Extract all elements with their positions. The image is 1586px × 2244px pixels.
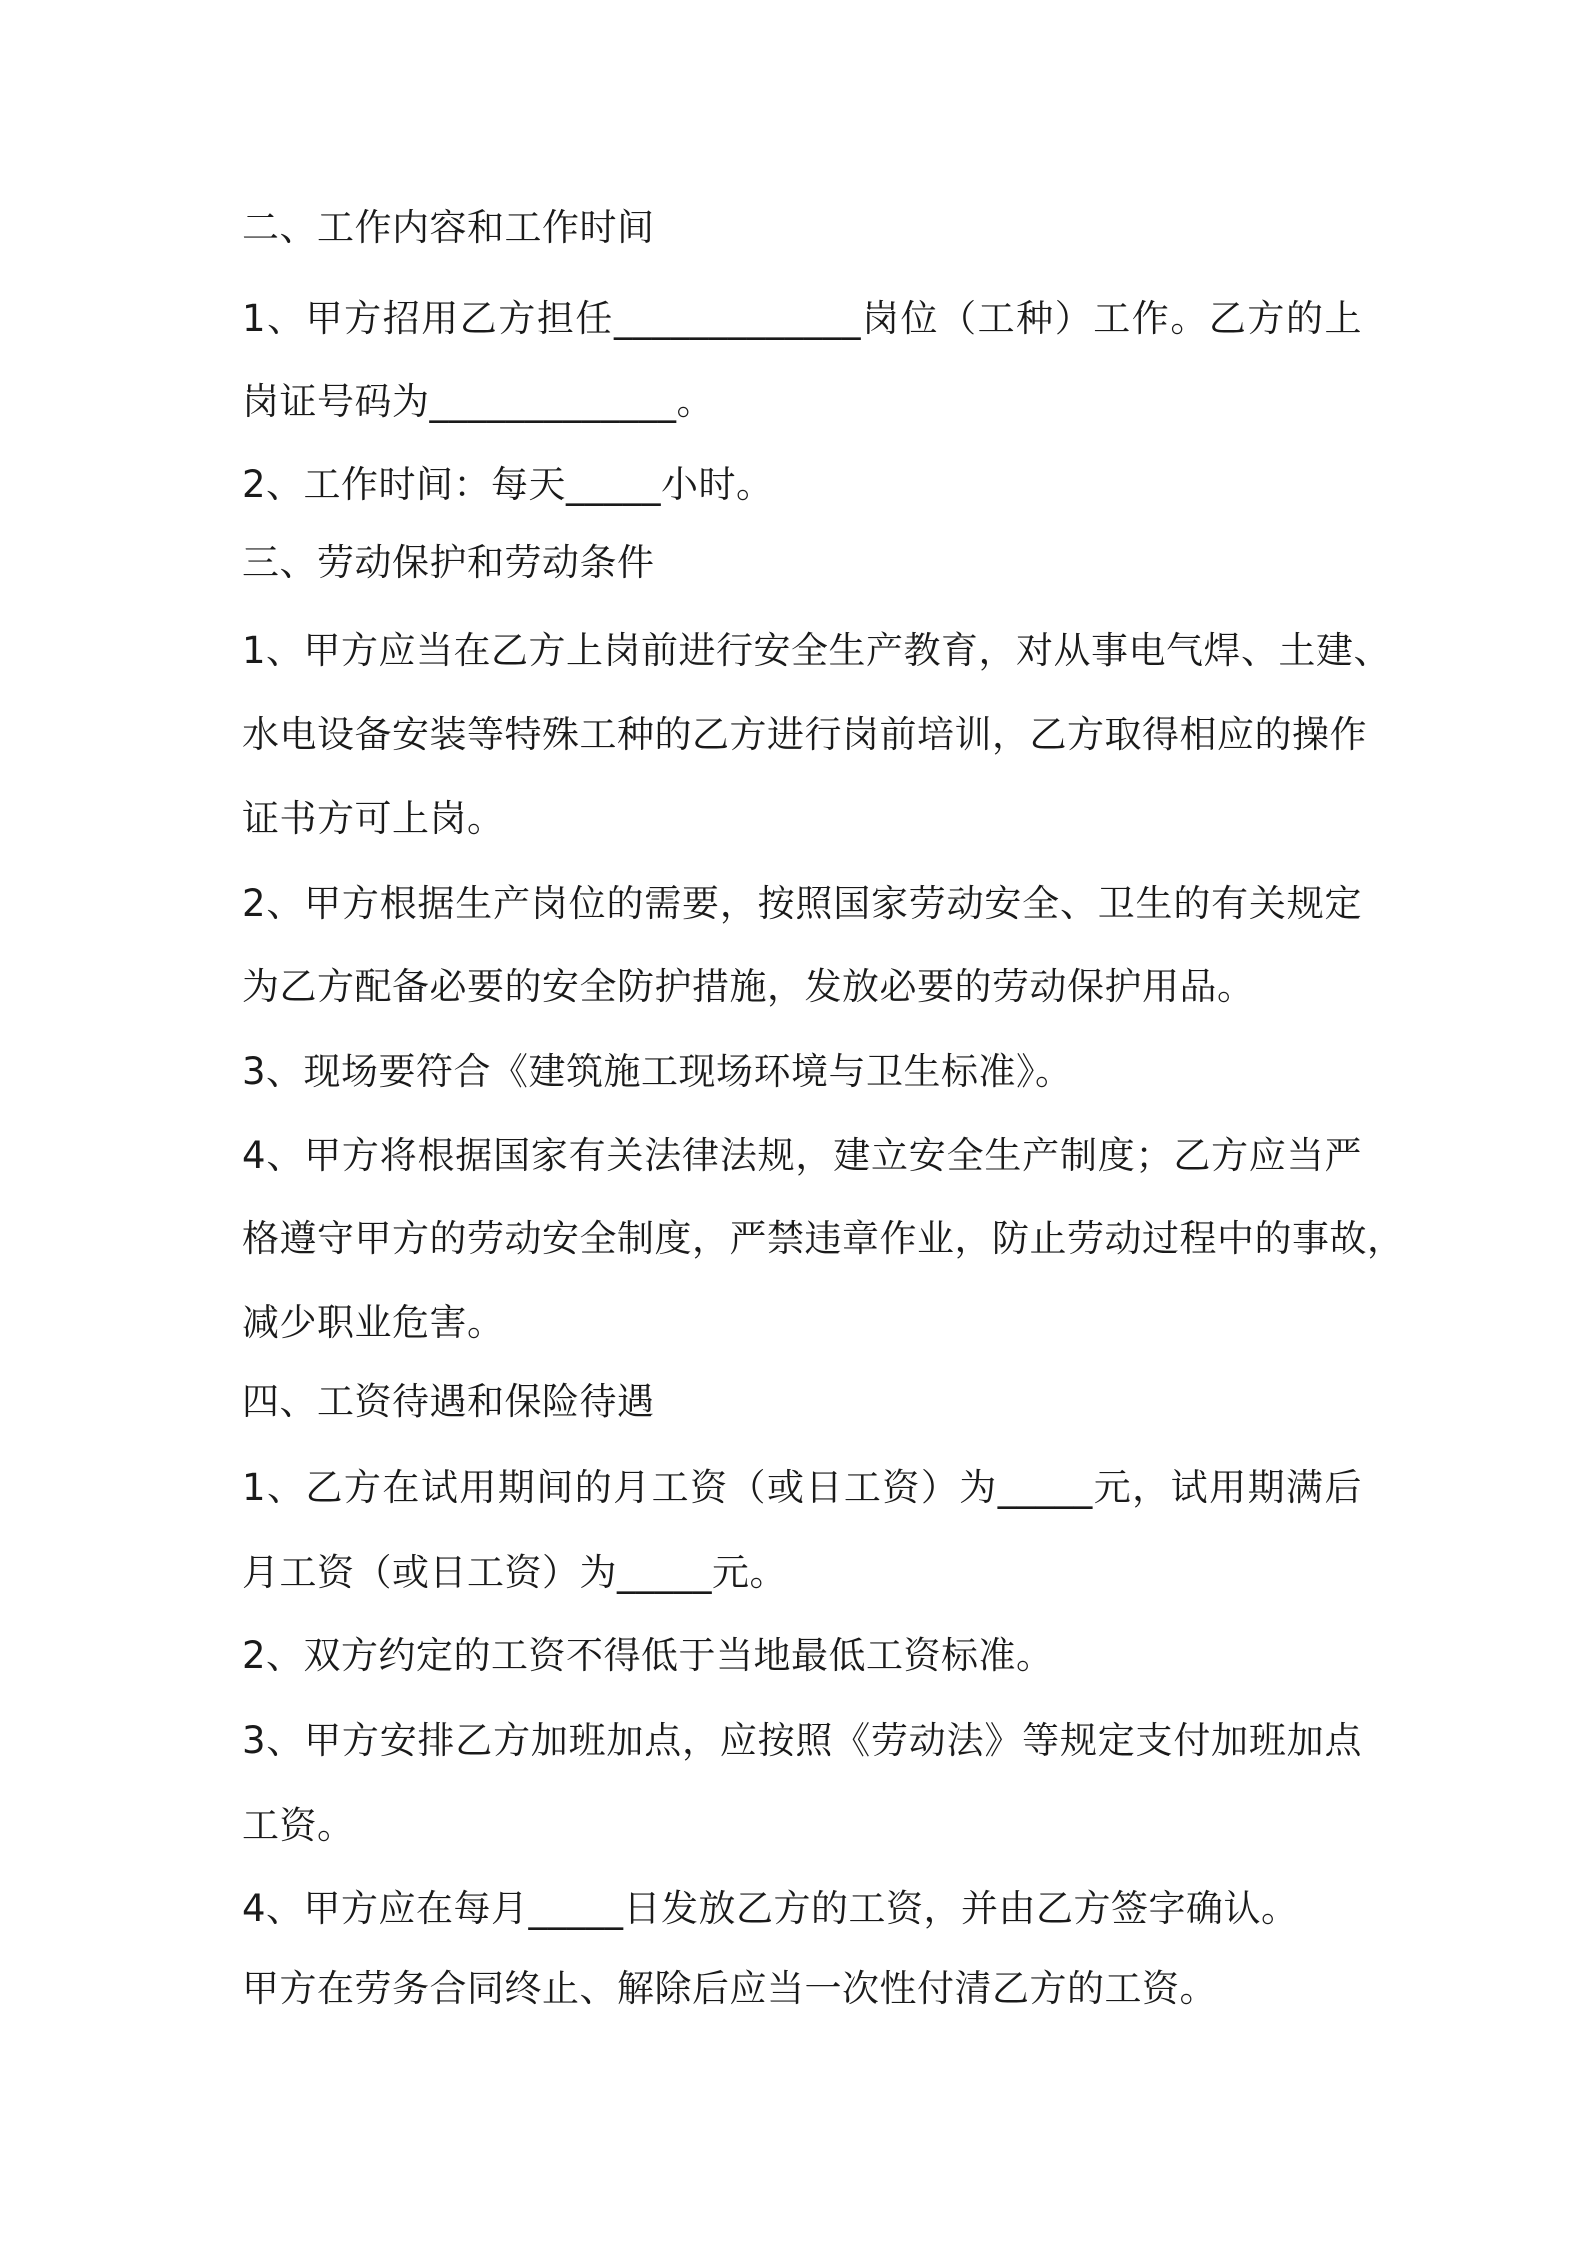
paragraph-line: 4、甲方将根据国家有关法律法规，建立安全生产制度；乙方应当严 <box>242 1134 1362 1177</box>
paragraph-line: 工资。 <box>242 1804 355 1847</box>
paragraph-line: 2、工作时间：每天_____小时。 <box>242 463 774 506</box>
paragraph-line: 为乙方配备必要的安全防护措施，发放必要的劳动保护用品。 <box>242 965 1255 1008</box>
paragraph-line: 4、甲方应在每月_____日发放乙方的工资，并由乙方签字确认。 <box>242 1887 1299 1930</box>
paragraph-line: 1、甲方招用乙方担任_____________岗位（工种）工作。乙方的上 <box>242 297 1362 340</box>
section-heading-2: 二、工作内容和工作时间 <box>242 206 655 249</box>
paragraph-line: 3、甲方安排乙方加班加点，应按照《劳动法》等规定支付加班加点 <box>242 1719 1362 1762</box>
paragraph-line: 1、甲方应当在乙方上岗前进行安全生产教育，对从事电气焊、土建、 <box>242 629 1392 672</box>
paragraph-line: 岗证号码为_____________。 <box>242 380 714 423</box>
paragraph-line: 3、现场要符合《建筑施工现场环境与卫生标准》。 <box>242 1050 1073 1093</box>
paragraph-line: 月工资（或日工资）为_____元。 <box>242 1551 787 1594</box>
section-heading-4: 四、工资待遇和保险待遇 <box>242 1380 655 1423</box>
paragraph-line: 证书方可上岗。 <box>242 797 505 840</box>
paragraph-line: 1、乙方在试用期间的月工资（或日工资）为_____元，试用期满后 <box>242 1466 1362 1509</box>
paragraph-line: 减少职业危害。 <box>242 1301 505 1344</box>
paragraph-line: 甲方在劳务合同终止、解除后应当一次性付清乙方的工资。 <box>242 1967 1217 2010</box>
section-heading-3: 三、劳动保护和劳动条件 <box>242 541 655 584</box>
paragraph-line: 2、甲方根据生产岗位的需要，按照国家劳动安全、卫生的有关规定 <box>242 882 1362 925</box>
paragraph-line: 水电设备安装等特殊工种的乙方进行岗前培训，乙方取得相应的操作 <box>242 713 1367 756</box>
paragraph-line: 格遵守甲方的劳动安全制度，严禁违章作业，防止劳动过程中的事故， <box>242 1217 1405 1260</box>
paragraph-line: 2、双方约定的工资不得低于当地最低工资标准。 <box>242 1634 1054 1677</box>
